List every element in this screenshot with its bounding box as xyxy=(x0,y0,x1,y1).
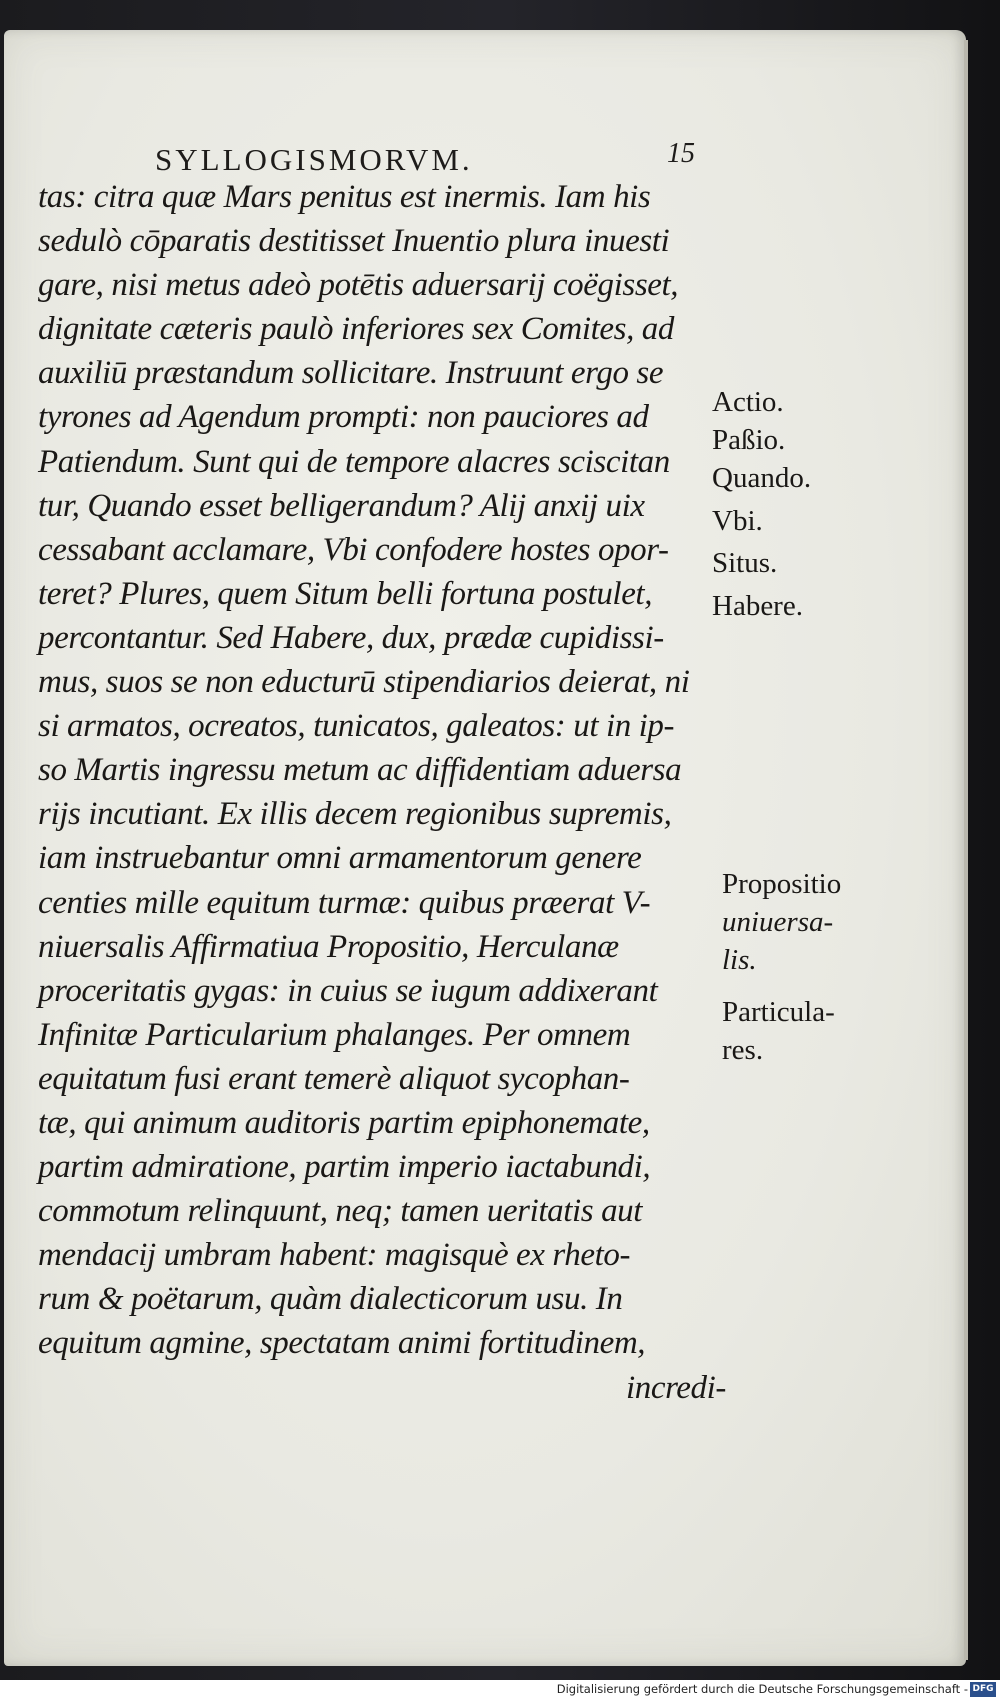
margin-note-actio: Actio. xyxy=(712,386,784,418)
margin-note-uniuersa: uniuersa- xyxy=(722,906,834,938)
margin-note-passio: Paßio. xyxy=(712,424,786,456)
text-line: commotum relinquunt, neq; tamen ueritatis aut xyxy=(38,1193,643,1230)
text-line: si armatos, ocreatos, tunicatos, galeatos: ut in ip- xyxy=(38,708,675,745)
margin-note-situs: Situs. xyxy=(712,547,778,579)
catchword: incredi- xyxy=(625,1369,726,1406)
text-line: auxiliū præstandum sollicitare. Instruunt ergo se xyxy=(38,355,664,392)
text-line: partim admiratione, partim imperio iactabundi, xyxy=(38,1149,651,1186)
dfg-logo: DFG xyxy=(970,1682,996,1697)
text-line: Patiendum. Sunt qui de tempore alacres sciscitan xyxy=(38,443,670,480)
text-line: proceritatis gygas: in cuius se iugum addixerant xyxy=(38,972,658,1009)
text-line: rijs incutiant. Ex illis decem regionibus supremis, xyxy=(38,796,672,833)
text-line: teret? Plures, quem Situm belli fortuna postulet, xyxy=(38,575,653,612)
text-line: dignitate cæteris paulò inferiores sex Comites, ad xyxy=(38,311,674,348)
text-line: iam instruebantur omni armamentorum genere xyxy=(38,840,642,877)
text-line: sedulò cōparatis destitisset Inuentio plura inuesti xyxy=(38,223,670,260)
margin-note-propositio: Propositio xyxy=(722,868,842,900)
running-title: SYLLOGISMORVM. xyxy=(155,142,473,177)
text-line: niuersalis Affirmatiua Propositio, Herculanæ xyxy=(38,928,619,965)
text-line: centies mille equitum turmæ: quibus præerat V- xyxy=(38,884,651,921)
margin-note-lis: lis. xyxy=(722,944,757,976)
page-number: 15 xyxy=(667,138,695,169)
margin-note-particula: Particula- xyxy=(722,996,835,1028)
text-line: tæ, qui animum auditoris partim epiphonemate, xyxy=(38,1104,650,1141)
text-line: cessabant acclamare, Vbi confodere hostes opor- xyxy=(38,531,669,568)
text-line: mus, suos se non educturū stipendiarios deierat, ni xyxy=(38,664,690,701)
text-line: mendacij umbram habent: magisquè ex rheto- xyxy=(38,1237,631,1274)
margin-note-res: res. xyxy=(722,1034,764,1066)
margin-note-vbi: Vbi. xyxy=(712,505,763,537)
margin-note-habere: Habere. xyxy=(712,590,803,622)
text-line: tyrones ad Agendum prompti: non pauciores ad xyxy=(38,399,649,436)
text-line: percontantur. Sed Habere, dux, prædæ cupidissi- xyxy=(38,619,664,656)
text-line: rum & poëtarum, quàm dialecticorum usu. In xyxy=(38,1281,623,1318)
footer-credit: Digitalisierung gefördert durch die Deutsche Forschungsgemeinschaft - xyxy=(556,1682,968,1696)
body-text xyxy=(38,175,728,1410)
text-line: equitum agmine, spectatam animi fortitudinem, xyxy=(38,1325,646,1362)
text-line: so Martis ingressu metum ac diffidentiam aduersa xyxy=(38,752,682,789)
text-line: Infinitæ Particularium phalanges. Per omnem xyxy=(38,1016,631,1053)
text-line: gare, nisi metus adeò potētis aduersarij coëgisset, xyxy=(38,267,679,304)
margin-note-quando: Quando. xyxy=(712,462,812,494)
page-edge xyxy=(964,40,968,1660)
text-line: equitatum fusi erant temerè aliquot sycophan- xyxy=(38,1060,630,1097)
text-line: tur, Quando esset belligerandum? Alij anxij uix xyxy=(38,487,645,524)
text-line: tas: citra quæ Mars penitus est inermis. Iam his xyxy=(38,179,651,215)
